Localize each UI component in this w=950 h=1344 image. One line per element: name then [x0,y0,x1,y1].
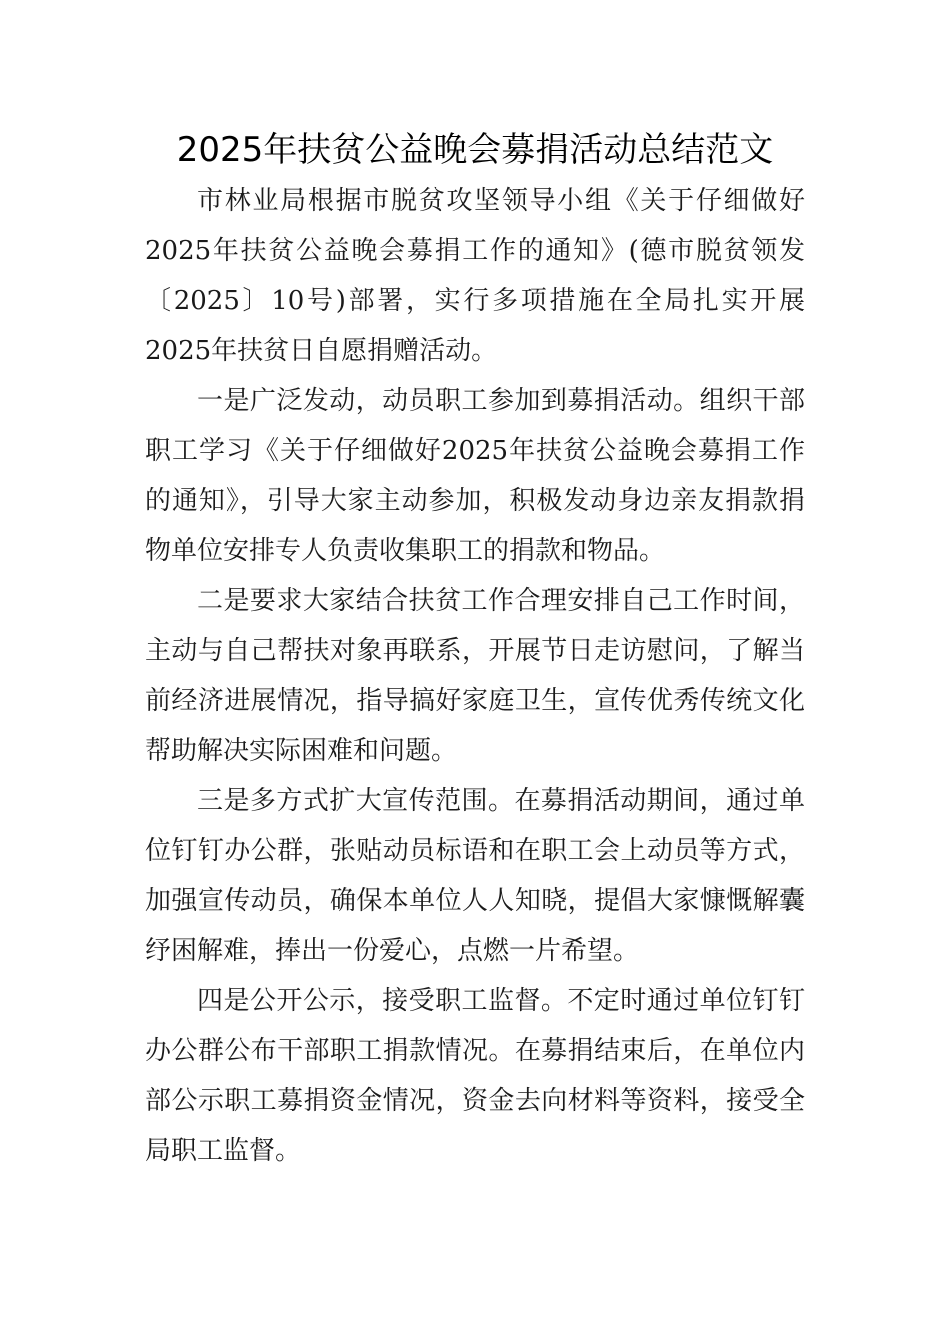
document-title: 2025年扶贫公益晚会募捐活动总结范文 [176,130,774,170]
paragraph-intro: 市林业局根据市脱贫攻坚领导小组《关于仔细做好2025年扶贫公益晚会募捐工作的通知》(德市脱贫领发〔2025〕10号)部署，实行多项措施在全局扎实开展2025年扶贫日自愿捐赠活动。 [145,186,805,366]
paragraph-point-1: 一是广泛发动，动员职工参加到募捐活动。组织干部职工学习《关于仔细做好2025年扶贫公益晚会募捐工作的通知》，引导大家主动参加，积极发动身边亲友捐款捐物单位安排专人负责收集职工的捐款和物品。 [145,386,805,566]
paragraph-point-2: 二是要求大家结合扶贫工作合理安排自己工作时间，主动与自己帮扶对象再联系，开展节日走访慰问，了解当前经济进展情况，指导搞好家庭卫生，宣传优秀传统文化帮助解决实际困难和问题。 [145,586,805,766]
paragraph-point-4: 四是公开公示，接受职工监督。不定时通过单位钉钉办公群公布干部职工捐款情况。在募捐结束后，在单位内部公示职工募捐资金情况，资金去向材料等资料，接受全局职工监督。 [145,986,805,1166]
document-body [145,176,805,1176]
paragraph-point-3: 三是多方式扩大宣传范围。在募捐活动期间，通过单位钉钉办公群，张贴动员标语和在职工会上动员等方式，加强宣传动员，确保本单位人人知晓，提倡大家慷慨解囊纾困解难，捧出一份爱心，点燃一片希望。 [145,786,805,966]
